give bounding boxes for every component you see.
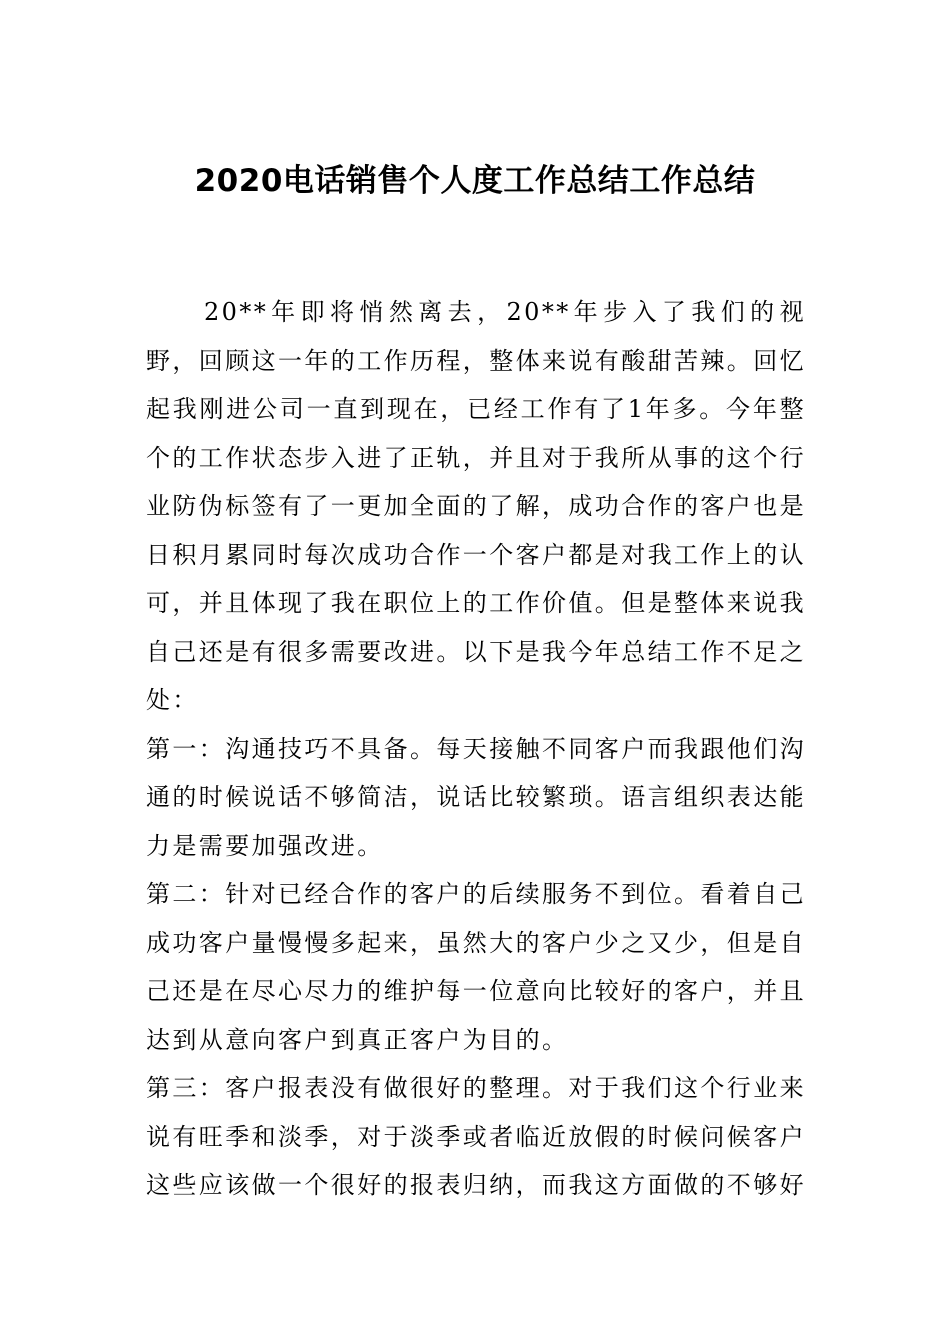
paragraph-intro: 20**年即将悄然离去，20**年步入了我们的视野，回顾这一年的工作历程，整体来说有酸甜苦辣。回忆起我刚进公司一直到现在，已经工作有了1年多。今年整个的工作状态步入进了正轨，并且对于我所从事的这个行业防伪标签有了一更加全面的了解，成功合作的客户也是日积月累同时每次成功合作一个客户都是对我工作上的认可，并且体现了我在职位上的工作价值。但是整体来说我自己还是有很多需要改进。以下是我今年总结工作不足之处： (146, 298, 806, 714)
paragraph-point-3: 第三：客户报表没有做很好的整理。对于我们这个行业来说有旺季和淡季，对于淡季或者临近放假的时候问候客户这些应该做一个很好的报表归纳，而我这方面做的不够好 (146, 1074, 806, 1199)
paragraph-point-1: 第一：沟通技巧不具备。每天接触不同客户而我跟他们沟通的时候说话不够简洁，说话比较繁琐。语言组织表达能力是需要加强改进。 (146, 734, 806, 860)
document-title: 2020电话销售个人度工作总结工作总结 (194, 163, 756, 199)
document-body (146, 288, 806, 1210)
paragraph-point-2: 第二：针对已经合作的客户的后续服务不到位。看着自己成功客户量慢慢多起来，虽然大的客户少之又少，但是自己还是在尽心尽力的维护每一位意向比较好的客户，并且达到从意向客户到真正客户为目的。 (146, 880, 806, 1054)
